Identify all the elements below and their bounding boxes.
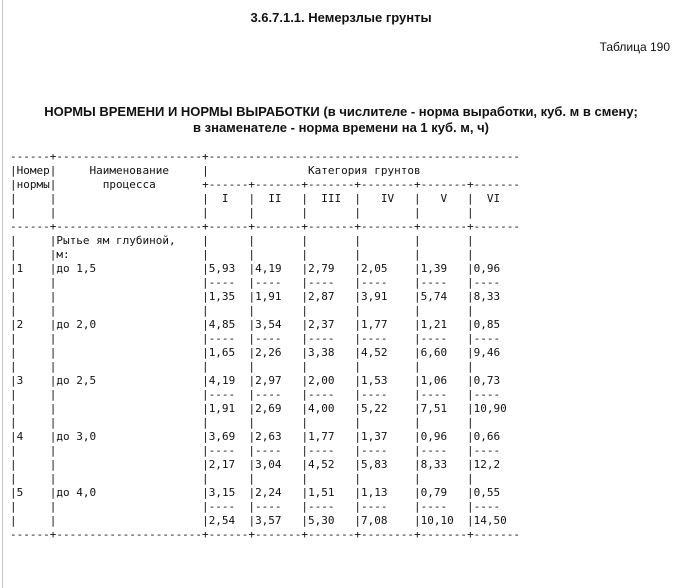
time-norm-value: 14,50 (473, 514, 520, 527)
time-norm-value: 4,52 (361, 346, 415, 359)
time-norm-value: 3,57 (255, 514, 302, 527)
time-norm-value: 8,33 (420, 458, 467, 471)
process-name: до 4,0 (56, 486, 203, 499)
norm-number: 4 (16, 430, 50, 443)
output-norm-value: 0,79 (420, 486, 468, 499)
process-intro-unit: м: (56, 248, 203, 261)
time-norm-value: 9,46 (473, 346, 520, 359)
norm-number: 5 (16, 486, 50, 499)
norms-table: ------+----------------------+----------------------------------------------- |Номер| Наименование | Категория грунтов |нормы| процесса +------+-------+-------+--------+-------+------- | | | I | II | III | IV | V | VI | | | | | | | | ------+----------------------+------+-------+-------+--------+-------+------- | |Рытье ям глубиной, | | | | | | | |м: | | | | | | |1 |до 1,5 |5,93 |4,19 |2,79 |2,05 |1,39 |0,96 | | |---- |---- |---- |---- |---- |---- | | |1,35 |1,91 |2,87 |3,91 |5,74 |8,33 | | | | | | | | |2 |до 2,0 |4,85 |3,54 |2,37 |1,77 |1,21 |0,85 | | |---- |---- |---- |---- |---- |---- | | |1,65 |2,26 |3,38 |4,52 |6,60 |9,46 | | | | | | | | |3 |до 2,5 |4,19 |2,97 |2,00 |1,53 |1,06 |0,73 | | |---- |---- |---- |---- |---- |---- | | |1,91 |2,69 |4,00 |5,22 |7,51 |10,90 | | | | | | | | |4 |до 3,0 |3,69 |2,63 |1,77 |1,37 |0,96 |0,66 | | |---- |---- |---- |---- |---- |---- | | |2,17 |3,04 |4,52 |5,83 |8,33 |12,2 | | | | | | | | |5 |до 4,0 |3,15 |2,24 |1,51 |1,13 |0,79 |0,55 | | |---- |---- |---- |---- |---- |---- | | |2,54 |3,57 |5,30 |7,08 |10,10 |14,50 ------+----------------------+------+-------+-------+--------+-------+------- (10, 150, 520, 541)
time-norm-value: 2,69 (255, 402, 302, 415)
output-norm-value: 4,19 (208, 374, 249, 387)
norm-number: 2 (16, 318, 50, 331)
norm-number: 3 (16, 374, 50, 387)
time-norm-value: 3,04 (255, 458, 302, 471)
header-process: Наименование (56, 164, 203, 177)
output-norm-value: 1,37 (361, 430, 415, 443)
output-norm-value: 0,73 (473, 374, 520, 387)
process-intro: Рытье ям глубиной, (56, 234, 203, 247)
output-norm-value: 0,55 (473, 486, 520, 499)
output-norm-value: 1,51 (308, 486, 355, 499)
output-norm-value: 5,93 (208, 262, 249, 275)
output-norm-value: 2,97 (255, 374, 302, 387)
output-norm-value: 0,66 (473, 430, 520, 443)
header-process-2: процесса (56, 178, 203, 191)
process-name: до 2,0 (56, 318, 203, 331)
output-norm-value: 3,15 (208, 486, 249, 499)
table-number: Таблица 190 (599, 40, 670, 54)
output-norm-value: 1,77 (308, 430, 355, 443)
time-norm-value: 2,26 (255, 346, 302, 359)
output-norm-value: 0,96 (420, 430, 468, 443)
time-norm-value: 4,00 (308, 402, 355, 415)
output-norm-value: 2,63 (255, 430, 302, 443)
time-norm-value: 10,90 (473, 402, 520, 415)
norm-number: 1 (16, 262, 50, 275)
output-norm-value: 2,05 (361, 262, 415, 275)
output-norm-value: 0,96 (473, 262, 520, 275)
header-category-V: V (420, 192, 467, 205)
norms-title-line-1: НОРМЫ ВРЕМЕНИ И НОРМЫ ВЫРАБОТКИ (в числителе - норма выработки, куб. м в смену; (44, 104, 638, 119)
header-category-IV: IV (361, 192, 415, 205)
time-norm-value: 6,60 (420, 346, 467, 359)
output-norm-value: 1,13 (361, 486, 415, 499)
time-norm-value: 12,2 (473, 458, 520, 471)
output-norm-value: 3,54 (255, 318, 302, 331)
time-norm-value: 1,35 (208, 290, 249, 303)
process-name: до 1,5 (56, 262, 203, 275)
output-norm-value: 2,00 (308, 374, 355, 387)
output-norm-value: 3,69 (208, 430, 249, 443)
time-norm-value: 7,08 (361, 514, 415, 527)
time-norm-value: 10,10 (420, 514, 467, 527)
time-norm-value: 4,52 (308, 458, 355, 471)
output-norm-value: 1,06 (420, 374, 468, 387)
output-norm-value: 1,53 (361, 374, 415, 387)
output-norm-value: 4,85 (208, 318, 249, 331)
left-border-rule (2, 0, 3, 588)
process-name: до 3,0 (56, 430, 203, 443)
time-norm-value: 2,17 (208, 458, 249, 471)
time-norm-value: 5,22 (361, 402, 415, 415)
time-norm-value: 7,51 (420, 402, 467, 415)
time-norm-value: 5,83 (361, 458, 415, 471)
output-norm-value: 4,19 (255, 262, 302, 275)
output-norm-value: 2,24 (255, 486, 302, 499)
header-category-I: I (208, 192, 249, 205)
time-norm-value: 5,30 (308, 514, 355, 527)
norms-title (0, 104, 682, 136)
header-category-III: III (308, 192, 355, 205)
header-category-II: II (255, 192, 302, 205)
time-norm-value: 5,74 (420, 290, 467, 303)
time-norm-value: 3,91 (361, 290, 415, 303)
norms-title-line-2: в знаменателе - норма времени на 1 куб. м, ч) (193, 120, 489, 135)
time-norm-value: 1,91 (255, 290, 302, 303)
time-norm-value: 1,65 (208, 346, 249, 359)
time-norm-value: 2,54 (208, 514, 249, 527)
process-name: до 2,5 (56, 374, 203, 387)
time-norm-value: 3,38 (308, 346, 355, 359)
output-norm-value: 1,21 (420, 318, 468, 331)
output-norm-value: 0,85 (473, 318, 520, 331)
output-norm-value: 2,37 (308, 318, 355, 331)
output-norm-value: 2,79 (308, 262, 355, 275)
time-norm-value: 1,91 (208, 402, 249, 415)
header-soil-category: Категория грунтов (208, 164, 520, 177)
time-norm-value: 2,87 (308, 290, 355, 303)
section-title: 3.6.7.1.1. Немерзлые грунты (250, 10, 432, 25)
time-norm-value: 8,33 (473, 290, 520, 303)
output-norm-value: 1,77 (361, 318, 415, 331)
header-norm-number-2: нормы (16, 178, 50, 191)
header-category-VI: VI (473, 192, 520, 205)
header-norm-number: Номер (16, 164, 50, 177)
output-norm-value: 1,39 (420, 262, 468, 275)
